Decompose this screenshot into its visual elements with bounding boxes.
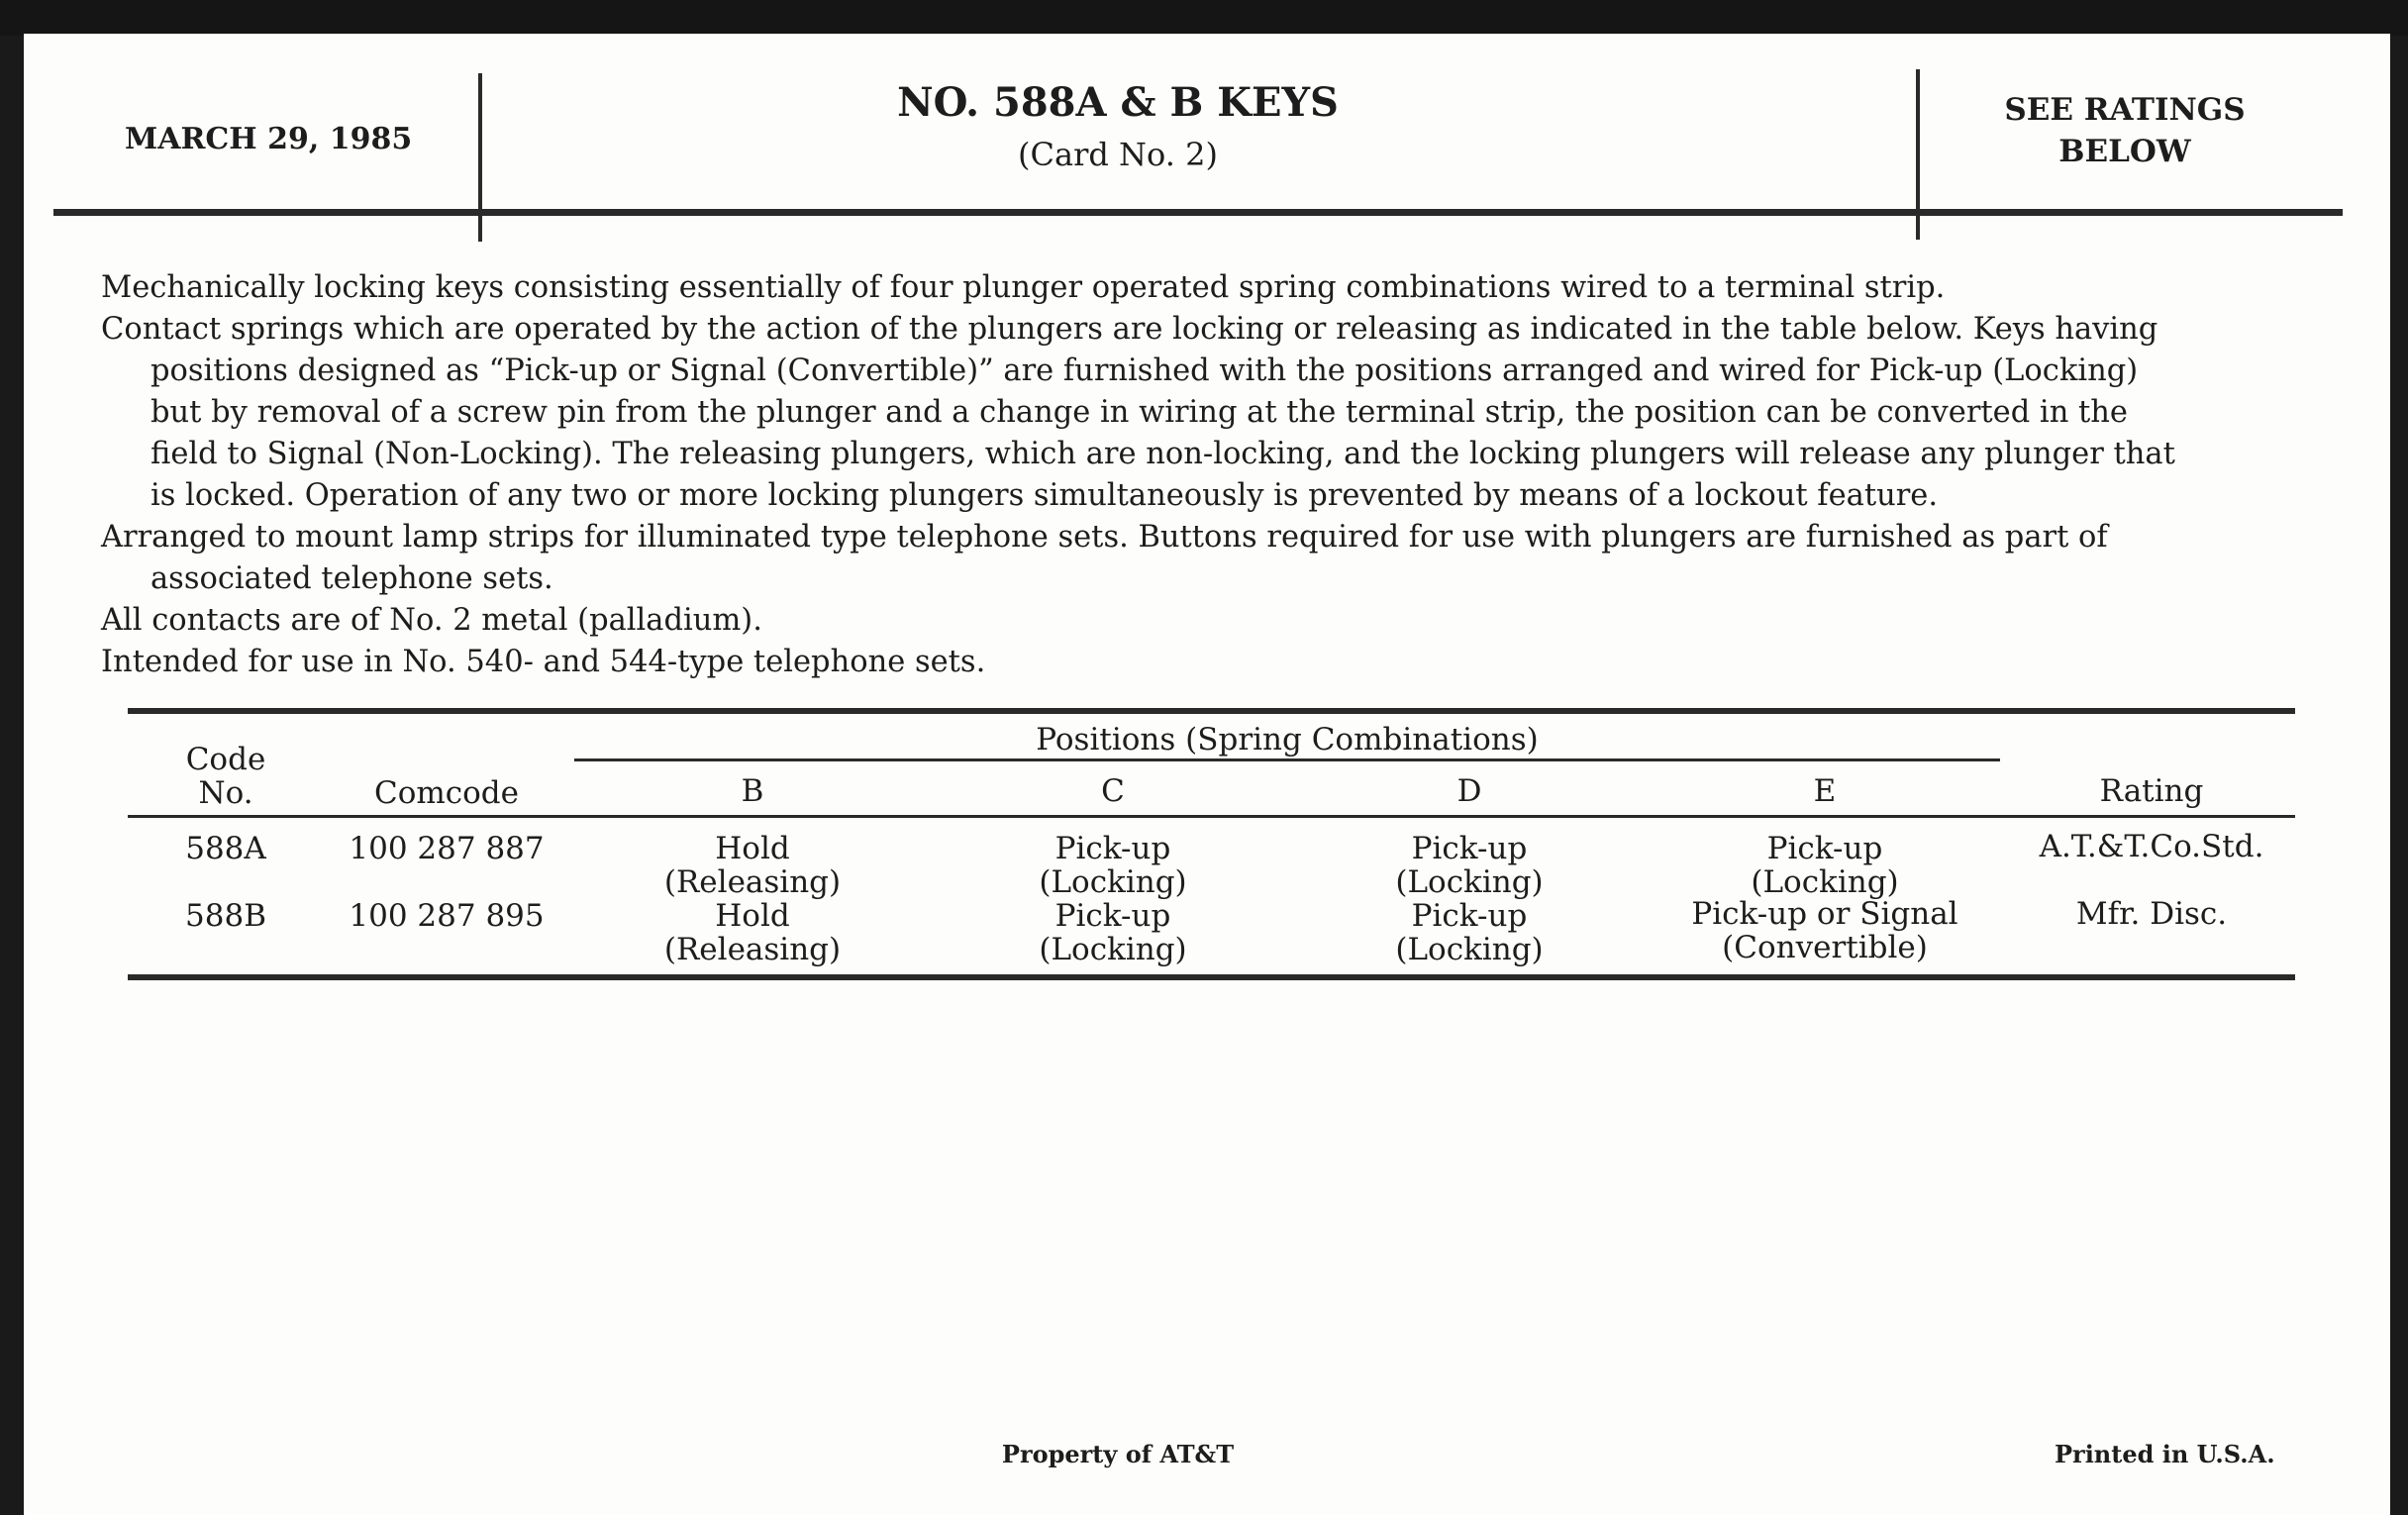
cell-b-line2: (Releasing) [663,932,842,967]
property-notice: Property of AT&T [1001,1440,1235,1468]
description-paragraph-2 [101,309,2339,517]
cell-e-line2: (Convertible) [1722,930,1928,965]
cell-e [1691,897,1957,964]
header-rating: Rating [2099,773,2204,809]
cell-c-line1: Pick-up [1054,898,1171,934]
cell-rating: Mfr. Disc. [2075,896,2228,932]
cell-d-line2: (Locking) [1395,932,1544,967]
header-d: D [1456,773,1482,809]
positions-group-rule [574,758,2000,761]
cell-e-line1: Pick-up or Signal [1691,896,1958,932]
description-line: Contact springs which are operated by the action of the plungers are locking or releasing as indicated in the table below. Keys having [101,312,2158,347]
cell-e-line2: (Locking) [1751,864,1899,900]
header-code-no [186,743,266,810]
cell-d-line2: (Locking) [1395,864,1544,900]
cell-d [1395,899,1543,966]
header-c: C [1101,773,1125,809]
description-line: Intended for use in No. 540- and 544-type telephone sets. [101,645,986,679]
cell-c [1039,832,1186,899]
card-number: (Card No. 2) [1018,136,1218,173]
cell-code: 588A [185,831,266,866]
header-comcode: Comcode [374,775,519,811]
rating-note [2004,89,2245,172]
cell-c-line1: Pick-up [1054,831,1171,866]
cell-rating: A.T.&T.Co.Std. [2039,829,2264,864]
header-divider-left [478,73,482,242]
cell-b [664,899,841,966]
cell-comcode: 100 287 895 [349,898,545,934]
cell-b [664,832,841,899]
rating-note-line2: BELOW [2058,134,2191,169]
cell-c [1039,899,1186,966]
description [101,267,2339,683]
scan-border [0,0,2408,36]
header-b: B [741,773,764,809]
cell-code: 588B [185,898,266,934]
header-e: E [1813,773,1837,809]
cell-d-line1: Pick-up [1411,831,1528,866]
document-card [24,34,2390,1515]
description-line: field to Signal (Non-Locking). The releasing plungers, which are non-locking, and the locking plungers will release any plunger that [150,437,2175,471]
description-line: but by removal of a screw pin from the plunger and a change in wiring at the terminal strip, the position can be converted in the [150,395,2128,430]
issue-date: MARCH 29, 1985 [125,122,413,156]
header-code-line2: No. [198,775,253,811]
description-line: associated telephone sets. [150,561,553,596]
cell-b-line1: Hold [715,898,790,934]
printed-notice: Printed in U.S.A. [2055,1440,2275,1468]
header-positions-group: Positions (Spring Combinations) [1036,722,1539,758]
cell-b-line1: Hold [715,831,790,866]
description-line: All contacts are of No. 2 metal (palladium). [101,603,762,638]
description-paragraph-3 [101,517,2339,600]
description-line: Mechanically locking keys consisting essentially of four plunger operated spring combinations wired to a terminal strip. [101,270,1946,305]
cell-comcode: 100 287 887 [349,831,545,866]
cell-c-line2: (Locking) [1039,932,1187,967]
description-paragraph-5 [101,642,2339,683]
cell-b-line2: (Releasing) [663,864,842,900]
description-paragraph-1 [101,267,2339,309]
table-top-rule [128,708,2295,714]
cell-e [1751,832,1898,899]
description-paragraph-4 [101,600,2339,642]
cell-c-line2: (Locking) [1039,864,1187,900]
description-line: Arranged to mount lamp strips for illuminated type telephone sets. Buttons required for use with plungers are furnished as part of [101,520,2108,555]
cell-e-line1: Pick-up [1766,831,1883,866]
rating-note-line1: SEE RATINGS [2004,92,2246,128]
description-line: positions designed as “Pick-up or Signal (Convertible)” are furnished with the positions arranged and wired for Pick-up (Locking) [150,354,2139,388]
document-title: NO. 588A & B KEYS [897,79,1339,126]
header-rule [53,209,2343,216]
header-bottom-rule [128,815,2295,818]
description-line: is locked. Operation of any two or more locking plungers simultaneously is prevented by means of a lockout feature. [150,478,1939,513]
header-code-line1: Code [185,742,266,777]
cell-d-line1: Pick-up [1411,898,1528,934]
cell-d [1395,832,1543,899]
table-bottom-rule [128,974,2295,980]
